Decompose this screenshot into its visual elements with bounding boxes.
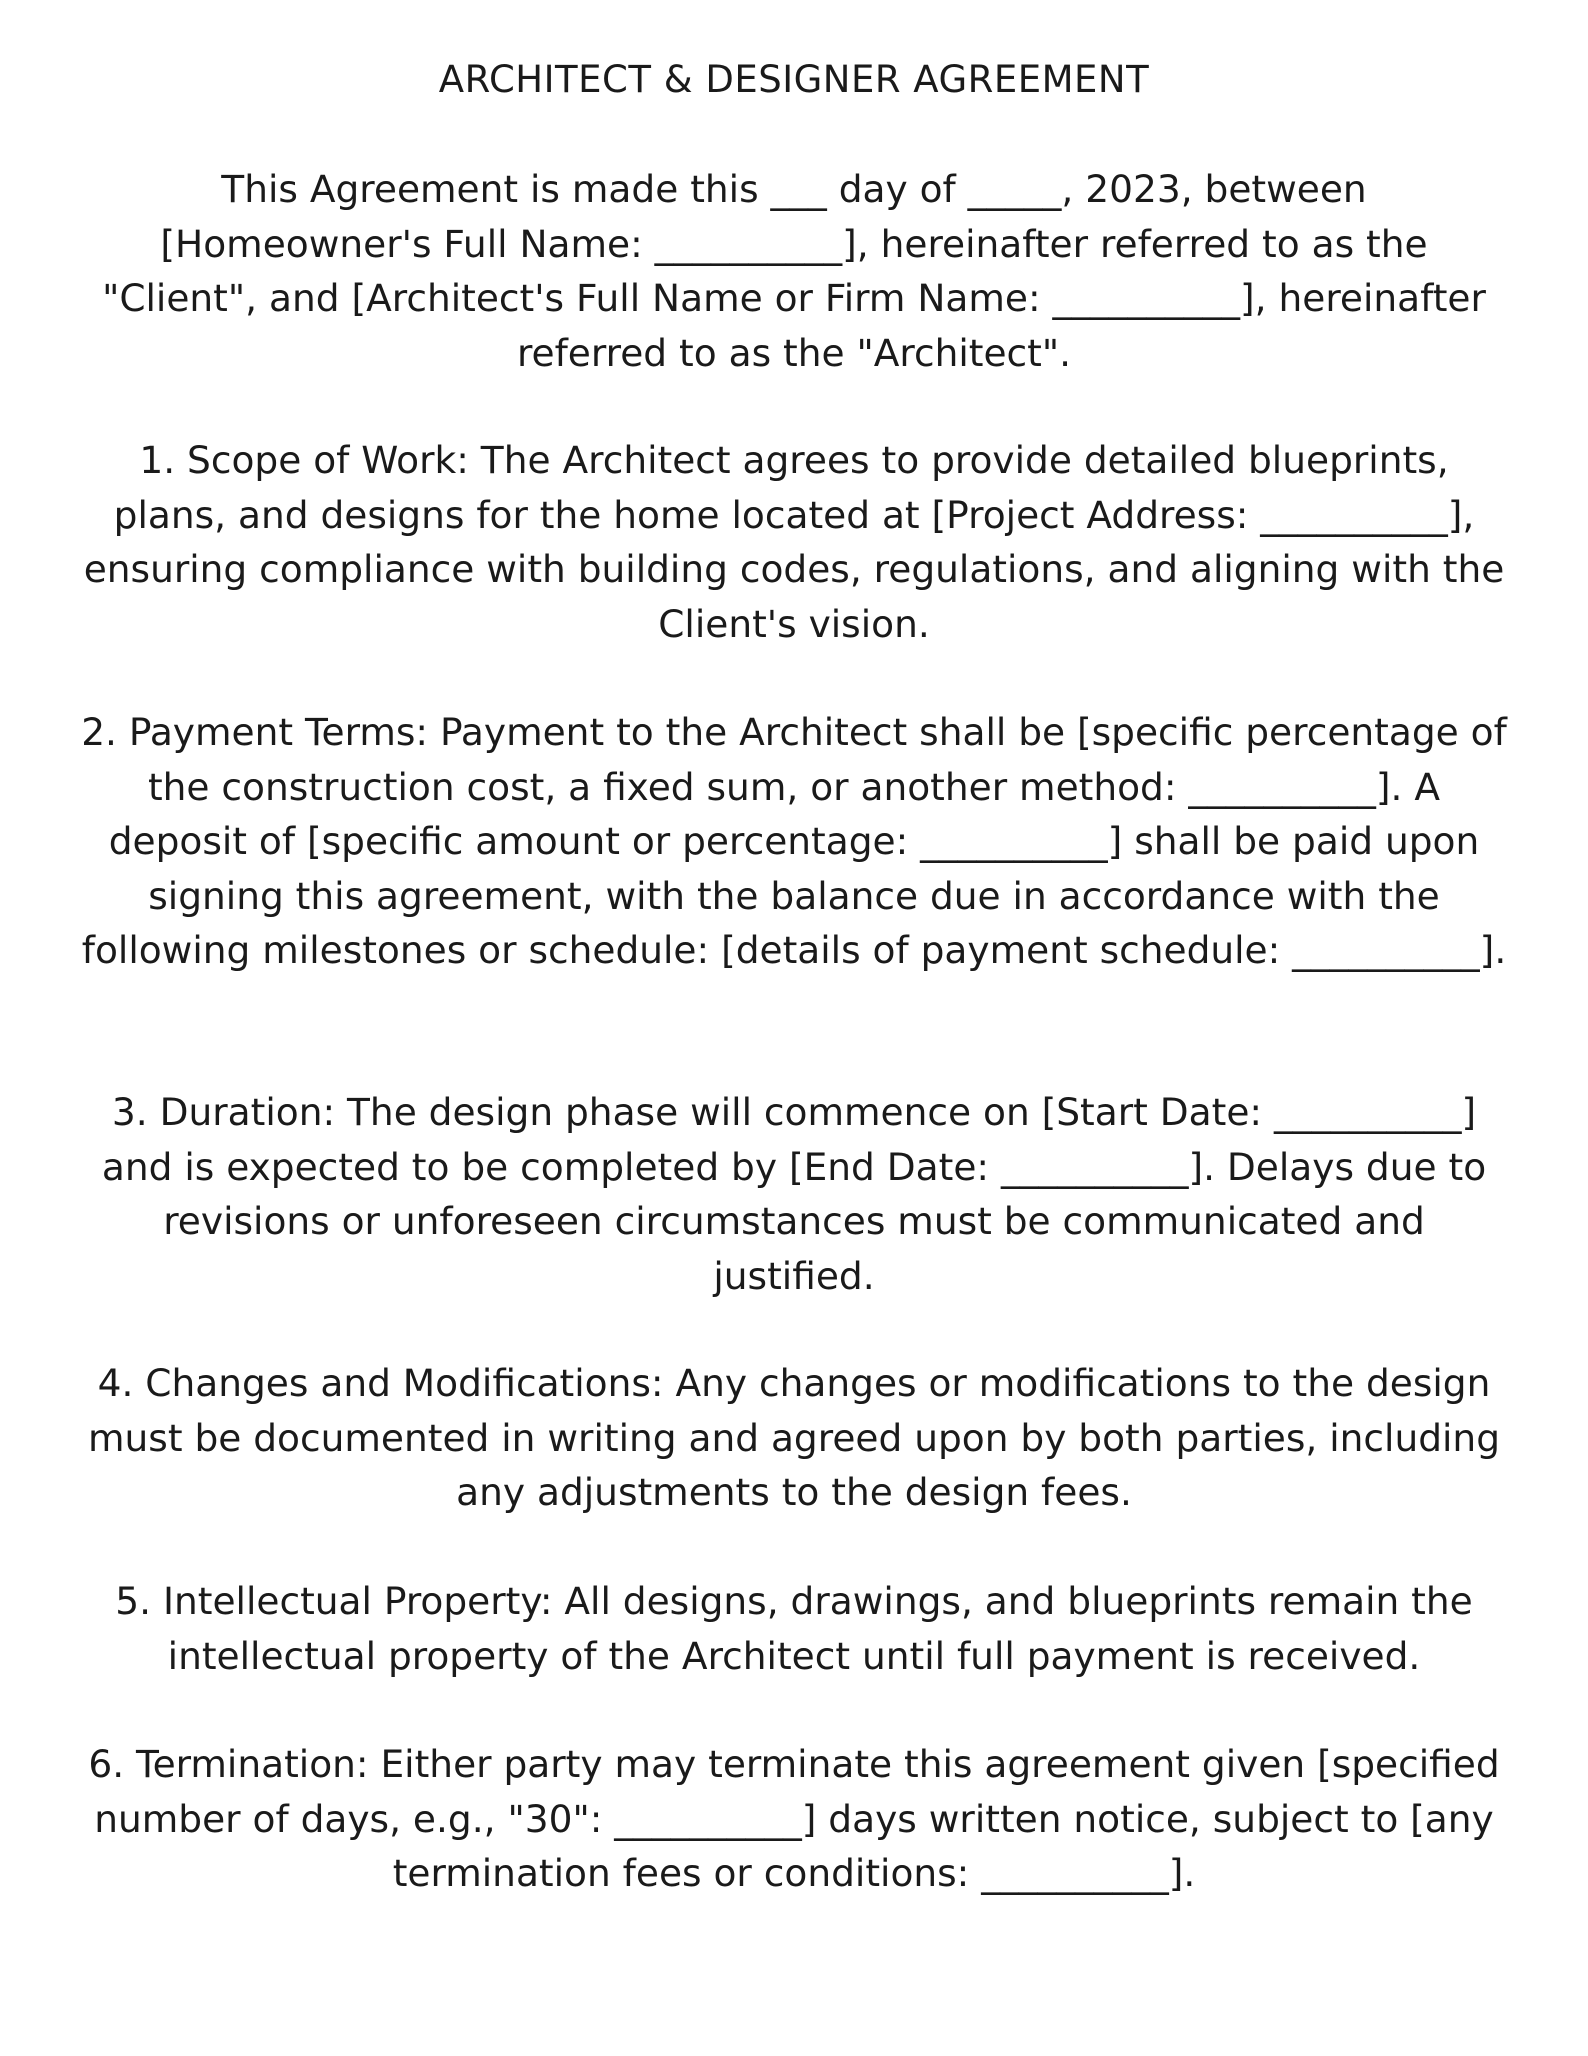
section-duration: 3. Duration: The design phase will commence on [Start Date: __________] and is expected to be completed by [End Date: __________]. Delays due to revisions or unforeseen circumstances must be communicated and justified.	[101, 1090, 1487, 1298]
document-title: ARCHITECT & DESIGNER AGREEMENT	[438, 58, 1150, 101]
section-payment-terms: 2. Payment Terms: Payment to the Architect shall be [specific percentage of the construction cost, a fixed sum, or another method: __________]. A deposit of [specific amount or percentage: __________] shall be paid upon signing this agreement, with the balance due in accordance with the following milestones or schedule: [details of payment schedule: __________].	[81, 710, 1507, 972]
section-scope-of-work: 1. Scope of Work: The Architect agrees to provide detailed blueprints, plans, and designs for the home located at [Project Address: __________], ensuring compliance with building codes, regulations, and aligning with the Client's vision.	[83, 438, 1505, 646]
intro-paragraph: This Agreement is made this ___ day of _____, 2023, between [Homeowner's Full Name: __________], hereinafter referred to as the "Client", and [Architect's Full Name or Firm Name: __________], hereinafter referred to as the "Architect".	[102, 167, 1486, 375]
section-changes-and-modifications: 4. Changes and Modifications: Any changes or modifications to the design must be documented in writing and agreed upon by both parties, including any adjustments to the design fees.	[88, 1361, 1500, 1514]
section-intellectual-property: 5. Intellectual Property: All designs, drawings, and blueprints remain the intellectual property of the Architect until full payment is received.	[115, 1579, 1473, 1678]
section-termination: 6. Termination: Either party may terminate this agreement given [specified number of days, e.g., "30": __________] days written notice, subject to [any termination fees or conditions: __________].	[88, 1742, 1500, 1895]
